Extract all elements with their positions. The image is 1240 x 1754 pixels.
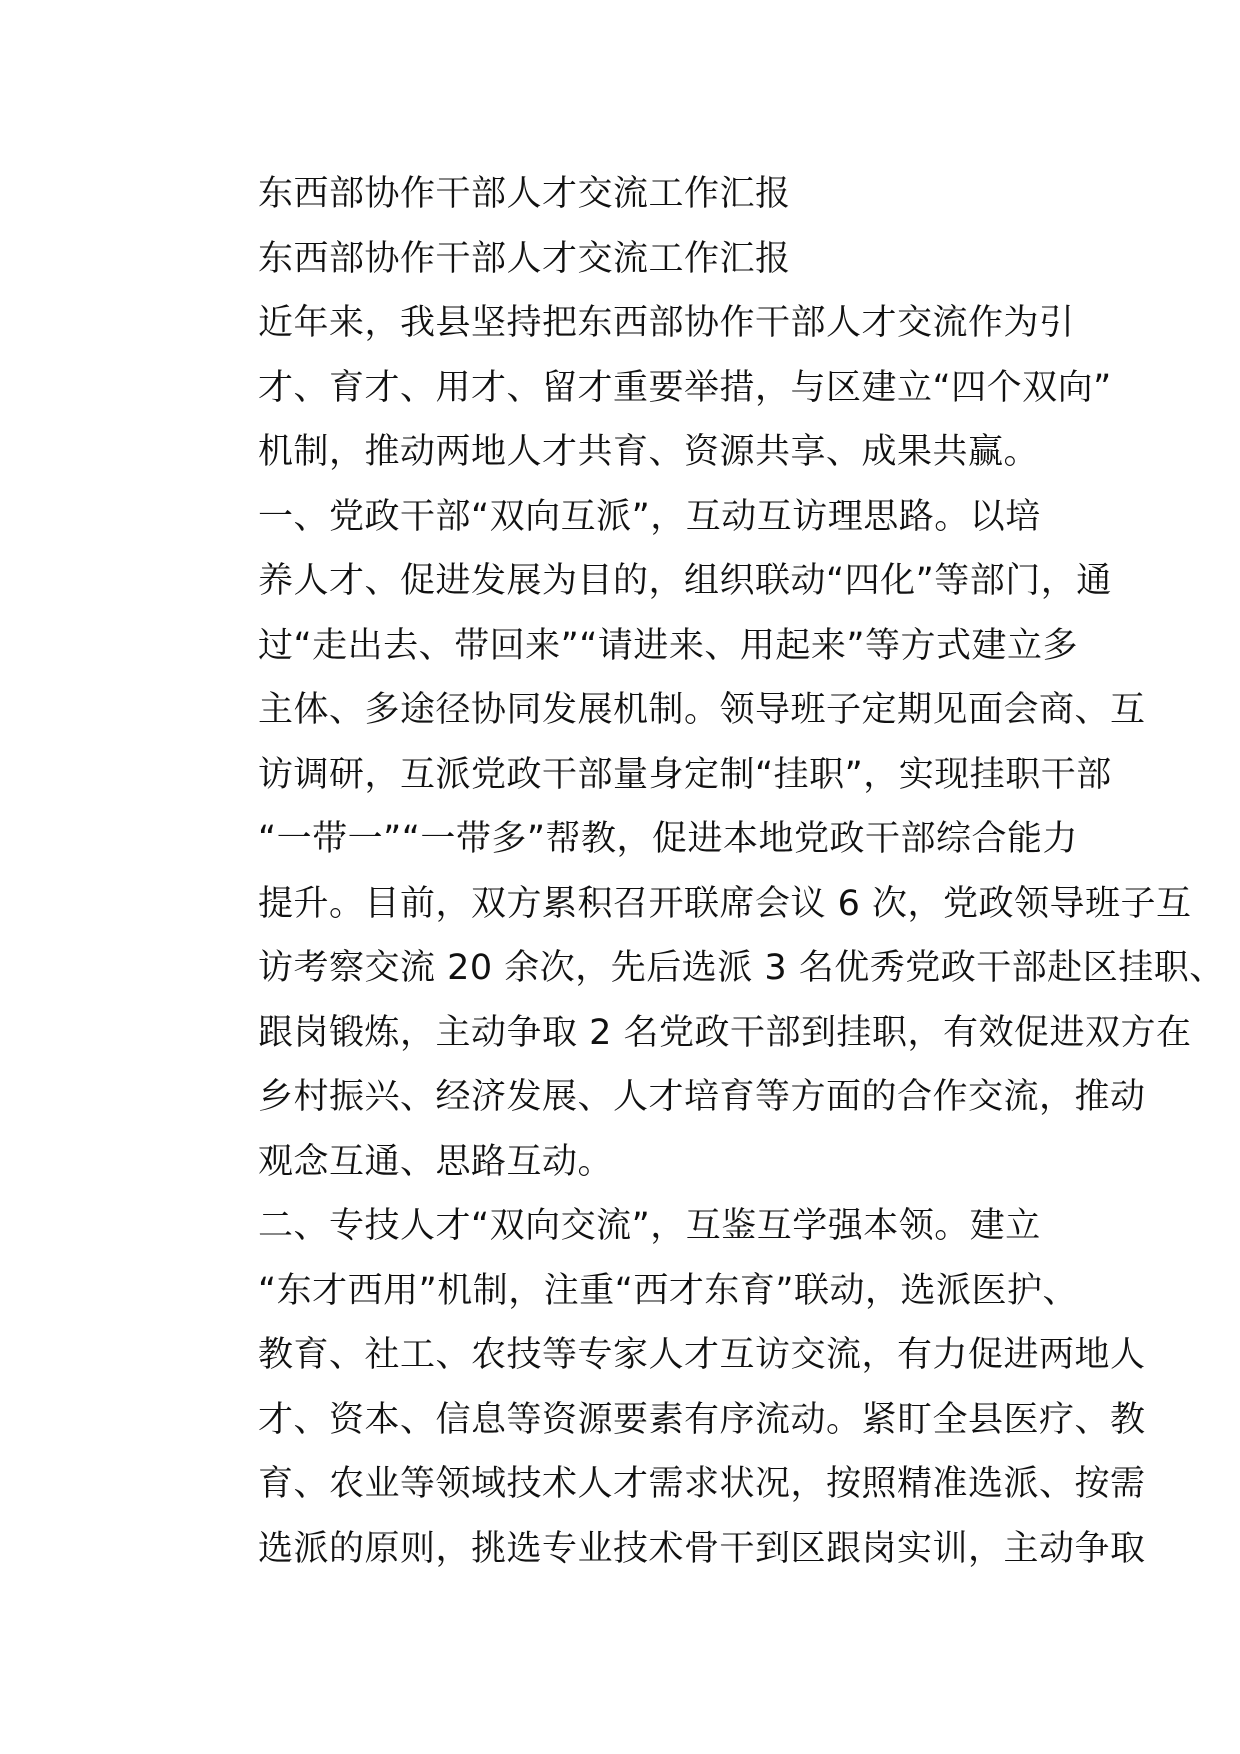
document-title-repeat: 东西部协作干部人才交流工作汇报 [258,238,791,279]
paragraph-line: 选派的原则，挑选专业技术骨干到区跟岗实训，主动争取 [258,1528,1146,1569]
paragraph-line: 过“走出去、带回来”“请进来、用起来”等方式建立多 [258,625,1079,666]
paragraph-line: 二、专技人才“双向交流”，互鉴互学强本领。建立 [258,1206,1041,1246]
paragraph-line: 乡村振兴、经济发展、人才培育等方面的合作交流，推动 [258,1077,1146,1117]
paragraph-line: 观念互通、思路互动。 [258,1141,614,1182]
paragraph-section-2 [188,1194,1146,1581]
paragraph-section-1 [188,485,1225,1195]
document-body [188,162,1225,1581]
paragraph-line: 育、农业等领域技术人才需求状况，按照精准选派、按需 [258,1464,1146,1504]
paragraph-line: 访考察交流 20 余次，先后选派 3 名优秀党政干部赴区挂职、 [258,948,1225,988]
paragraph-line: 提升。目前，双方累积召开联席会议 6 次，党政领导班子互 [258,883,1192,924]
paragraph-line: 访调研，互派党政干部量身定制“挂职”，实现挂职干部 [258,754,1112,795]
paragraph-line: 才、资本、信息等资源要素有序流动。紧盯全县医疗、教 [258,1399,1146,1440]
paragraph-line: 才、育才、用才、留才重要举措，与区建立“四个双向” [258,367,1112,408]
paragraph-line: 近年来，我县坚持把东西部协作干部人才交流作为引 [258,303,1075,343]
paragraph-line: “东才西用”机制，注重“西才东育”联动，选派医护、 [258,1270,1079,1311]
paragraph-line: “一带一”“一带多”帮教，促进本地党政干部综合能力 [258,819,1079,859]
paragraph-line: 主体、多途径协同发展机制。领导班子定期见面会商、互 [258,690,1146,730]
paragraph-line: 养人才、促进发展为目的，组织联动“四化”等部门，通 [258,561,1112,601]
paragraph-line: 教育、社工、农技等专家人才互访交流，有力促进两地人 [258,1335,1146,1375]
document-title: 东西部协作干部人才交流工作汇报 [258,174,791,214]
paragraph-line: 机制，推动两地人才共育、资源共享、成果共赢。 [258,432,1040,472]
paragraph-line: 一、党政干部“双向互派”，互动互访理思路。以培 [258,496,1041,537]
paragraph-line: 跟岗锻炼，主动争取 2 名党政干部到挂职，有效促进双方在 [258,1012,1192,1053]
paragraph-intro [188,291,1112,485]
